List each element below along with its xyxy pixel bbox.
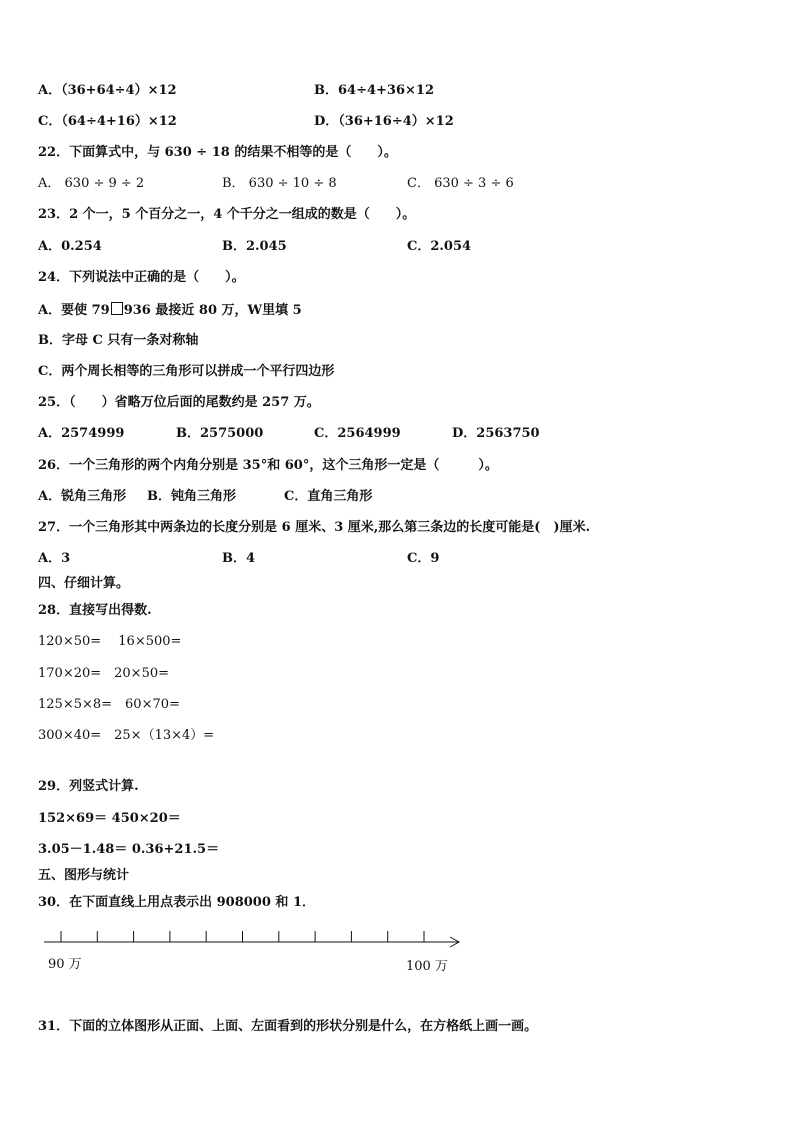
q31-stem: 31．下面的立体图形从正面、上面、左面看到的形状分别是什么，在方格纸上画一画。 xyxy=(38,1019,538,1034)
q24-option-c: C．两个周长相等的三角形可以拼成一个平行四边形 xyxy=(38,364,335,379)
section-5-heading: 五、图形与统计 xyxy=(38,868,130,883)
q26-stem: 26．一个三角形的两个内角分别是 35°和 60°，这个三角形一定是（ ）。 xyxy=(38,458,498,473)
number-line-ticks xyxy=(61,931,424,942)
q24-option-a xyxy=(38,302,302,319)
q27-option-c: C．9 xyxy=(407,551,440,566)
q25-stem: 25．（ ）省略万位后面的尾数约是 257 万。 xyxy=(38,395,320,410)
q26-option-c: C．直角三角形 xyxy=(284,489,373,504)
number-line-label-right: 100 万 xyxy=(406,959,448,974)
q29-stem: 29．列竖式计算. xyxy=(38,779,139,794)
q25-option-b: B．2575000 xyxy=(176,426,264,441)
q29-row-2: 3.05－1.48＝ 0.36+21.5＝ xyxy=(38,842,220,857)
q21-option-b: B．64÷4+36×12 xyxy=(314,83,434,98)
q24-option-b: B．字母 C 只有一条对称轴 xyxy=(38,333,199,348)
q30-stem: 30．在下面直线上用点表示出 908000 和 1． xyxy=(38,895,315,910)
q29-row-1: 152×69＝ 450×20＝ xyxy=(38,811,181,826)
number-line-label-left: 90 万 xyxy=(48,957,82,972)
section-4-heading: 四、仔细计算。 xyxy=(38,576,130,591)
q21-option-d: D．（36+16÷4）×12 xyxy=(314,114,454,129)
q27-stem: 27．一个三角形其中两条边的长度分别是 6 厘米、3 厘米,那么第三条边的长度可能是( )厘米. xyxy=(38,520,591,535)
q25-option-c: C．2564999 xyxy=(314,426,401,441)
q27-option-b: B．4 xyxy=(222,551,256,566)
q28-row-4: 300×40= 25×（13×4）= xyxy=(38,728,215,743)
q25-option-a: A．2574999 xyxy=(38,426,125,441)
q21-option-c: C．（64÷4+16）×12 xyxy=(38,114,177,129)
q28-row-2: 170×20= 20×50= xyxy=(38,666,170,681)
number-line xyxy=(40,926,470,956)
q22-option-c: C． 630 ÷ 3 ÷ 6 xyxy=(407,176,514,191)
q28-stem: 28．直接写出得数. xyxy=(38,603,152,618)
q23-stem: 23．2 个一，5 个百分之一，4 个千分之一组成的数是（ ）。 xyxy=(38,207,416,222)
q27-option-a: A．3 xyxy=(38,551,71,566)
q23-option-b: B．2.045 xyxy=(222,239,287,254)
q21-option-a: A．（36+64÷4）×12 xyxy=(38,83,177,98)
q24-option-a-suffix: 936 最接近 80 万，W里填 5 xyxy=(123,303,302,318)
q24-stem: 24．下列说法中正确的是（ ）。 xyxy=(38,270,245,285)
q22-option-b: B． 630 ÷ 10 ÷ 8 xyxy=(222,176,337,191)
q26-option-a: A．锐角三角形 xyxy=(38,489,127,504)
digit-box xyxy=(111,302,123,315)
q23-option-c: C．2.054 xyxy=(407,239,472,254)
q28-row-3: 125×5×8= 60×70= xyxy=(38,697,180,712)
q22-option-a: A． 630 ÷ 9 ÷ 2 xyxy=(38,176,145,191)
q26-option-b: B．钝角三角形 xyxy=(147,489,236,504)
q25-option-d: D．2563750 xyxy=(452,426,540,441)
q22-stem: 22．下面算式中，与 630 ÷ 18 的结果不相等的是（ ）。 xyxy=(38,145,397,160)
q24-option-a-prefix: A．要使 79 xyxy=(38,303,110,318)
q28-row-1: 120×50= 16×500= xyxy=(38,634,182,649)
q23-option-a: A．0.254 xyxy=(38,239,102,254)
